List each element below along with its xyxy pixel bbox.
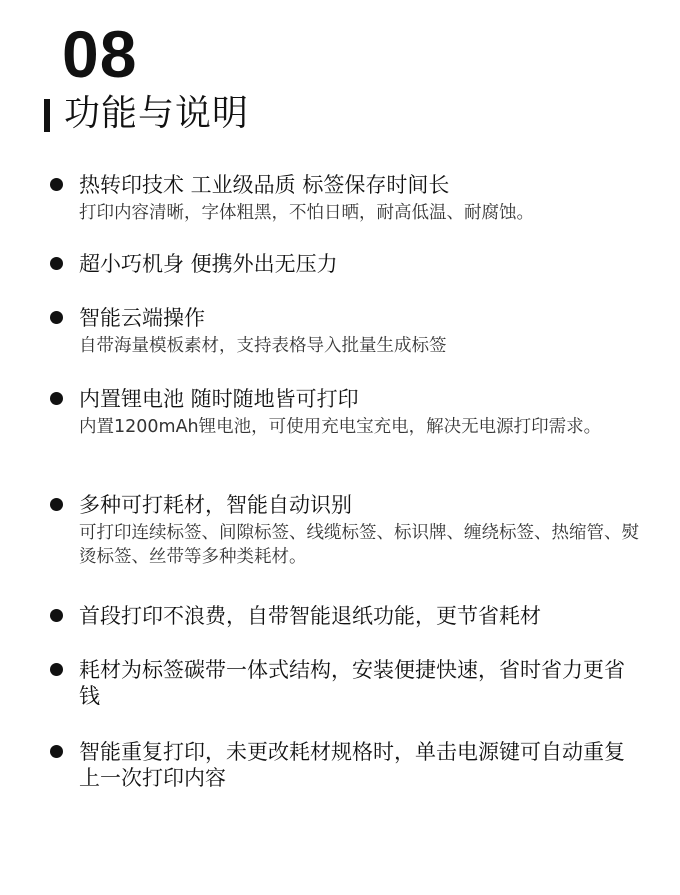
feature-desc: 可打印连续标签、间隙标签、线缆标签、标识牌、缠绕标签、热缩管、熨烫标签、丝带等多种类耗材。 bbox=[79, 523, 639, 567]
bullet-icon bbox=[50, 609, 63, 622]
bullet-icon bbox=[50, 257, 63, 270]
feature-desc: 自带海量模板素材，支持表格导入批量生成标签 bbox=[79, 336, 447, 356]
feature-title: 热转印技术 工业级品质 标签保存时间长 bbox=[79, 173, 450, 197]
section-number: 08 bbox=[62, 17, 138, 91]
feature-title: 多种可打耗材，智能自动识别 bbox=[79, 493, 352, 517]
feature-title: 内置锂电池 随时随地皆可打印 bbox=[79, 387, 359, 411]
feature-desc: 打印内容清晰，字体粗黑，不怕日晒，耐高低温、耐腐蚀。 bbox=[79, 203, 534, 223]
bullet-icon bbox=[50, 745, 63, 758]
bullet-icon bbox=[50, 663, 63, 676]
bullet-icon bbox=[50, 178, 63, 191]
feature-item-integrated-structure bbox=[50, 657, 640, 709]
bullet-icon bbox=[50, 392, 63, 405]
feature-item-compact-body bbox=[50, 251, 640, 277]
feature-item-consumables bbox=[50, 492, 640, 569]
feature-title: 超小巧机身 便携外出无压力 bbox=[79, 252, 338, 276]
feature-title: 首段打印不浪费，自带智能退纸功能，更节省耗材 bbox=[79, 604, 541, 628]
feature-item-cloud-operation bbox=[50, 305, 640, 358]
bullet-icon bbox=[50, 498, 63, 511]
bullet-icon bbox=[50, 311, 63, 324]
feature-item-repeat-print bbox=[50, 739, 640, 791]
feature-item-thermal-transfer bbox=[50, 172, 640, 225]
feature-title: 耗材为标签碳带一体式结构，安装便捷快速，省时省力更省钱 bbox=[79, 658, 625, 708]
section-header bbox=[44, 94, 249, 134]
section-title: 功能与说明 bbox=[64, 93, 250, 134]
feature-title: 智能云端操作 bbox=[79, 306, 205, 330]
feature-item-battery bbox=[50, 386, 640, 439]
feature-item-no-waste bbox=[50, 603, 640, 629]
header-accent-bar bbox=[44, 99, 50, 132]
feature-desc: 内置1200mAh锂电池，可使用充电宝充电，解决无电源打印需求。 bbox=[79, 417, 602, 437]
feature-title: 智能重复打印，未更改耗材规格时，单击电源键可自动重复上一次打印内容 bbox=[79, 740, 625, 790]
